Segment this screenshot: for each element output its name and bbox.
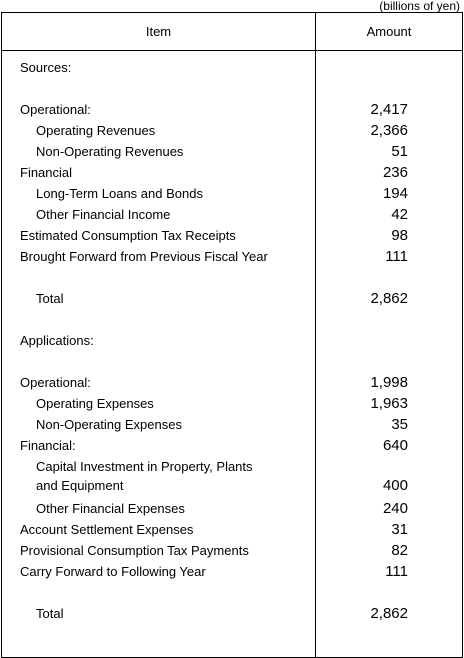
table-row <box>2 142 462 163</box>
row-label: Account Settlement Expenses <box>20 522 194 537</box>
table-row-total <box>2 289 462 310</box>
row-label: Operating Expenses <box>36 396 154 411</box>
total-amount: 2,862 <box>370 290 408 307</box>
row-label: Non-Operating Revenues <box>36 144 184 159</box>
row-label: Estimated Consumption Tax Receipts <box>20 228 236 243</box>
table-row <box>2 478 462 499</box>
table-row <box>2 100 462 121</box>
table-row <box>2 373 462 394</box>
row-label: Non-Operating Expenses <box>36 417 182 432</box>
row-label: Financial <box>20 165 73 180</box>
column-header-amount: Amount <box>366 24 412 39</box>
total-label: Total <box>36 291 64 306</box>
amount-cell: 98 <box>391 227 408 244</box>
table-row <box>2 184 462 205</box>
total-amount: 2,862 <box>370 605 408 622</box>
amount-cell: 2,417 <box>370 101 408 118</box>
amount-cell: 640 <box>382 437 408 454</box>
row-label: Other Financial Expenses <box>36 501 185 516</box>
amount-cell: 51 <box>391 143 408 160</box>
amount-cell: 111 <box>385 563 408 580</box>
table-row <box>2 436 462 457</box>
column-header-item: Item <box>145 24 172 39</box>
row-label: Operational: <box>20 102 91 117</box>
row-label: Long-Term Loans and Bonds <box>36 186 203 201</box>
row-label: and Equipment <box>36 478 124 493</box>
section-heading-sources: Sources: <box>20 60 72 75</box>
amount-cell: 1,998 <box>370 374 408 391</box>
amount-cell: 194 <box>382 185 408 202</box>
row-label: Financial: <box>20 438 76 453</box>
unit-caption: (billions of yen) <box>379 0 460 13</box>
section-heading-applications: Applications: <box>20 333 94 348</box>
amount-cell: 400 <box>382 477 408 494</box>
table-row <box>2 415 462 436</box>
table-row <box>2 51 462 86</box>
amount-cell: 31 <box>391 521 408 538</box>
financial-table <box>1 12 463 658</box>
row-label: Operational: <box>20 375 91 390</box>
table-row <box>2 541 462 562</box>
table-header <box>2 13 462 51</box>
amount-cell: 42 <box>391 206 408 223</box>
amount-cell: 1,963 <box>370 395 408 412</box>
table-row <box>2 394 462 415</box>
amount-cell: 236 <box>382 164 408 181</box>
amount-cell: 82 <box>391 542 408 559</box>
table-row <box>2 163 462 184</box>
table-row <box>2 121 462 142</box>
row-label: Other Financial Income <box>36 207 171 222</box>
table-row <box>2 562 462 583</box>
table-row <box>2 247 462 268</box>
table-row <box>2 499 462 520</box>
table-row <box>2 457 462 478</box>
row-label: Operating Revenues <box>36 123 156 138</box>
total-label: Total <box>36 606 64 621</box>
amount-cell: 2,366 <box>370 122 408 139</box>
row-label: Carry Forward to Following Year <box>20 564 206 579</box>
row-label: Brought Forward from Previous Fiscal Year <box>20 249 268 264</box>
amount-cell: 111 <box>385 248 408 265</box>
amount-cell: 240 <box>382 500 408 517</box>
table-row <box>2 226 462 247</box>
row-label: Provisional Consumption Tax Payments <box>20 543 249 558</box>
table-row <box>2 205 462 226</box>
table-row-total <box>2 604 462 625</box>
row-label: Capital Investment in Property, Plants <box>36 459 253 474</box>
amount-cell: 35 <box>391 416 408 433</box>
table-row <box>2 520 462 541</box>
table-body <box>2 51 462 625</box>
table-row <box>2 331 462 352</box>
